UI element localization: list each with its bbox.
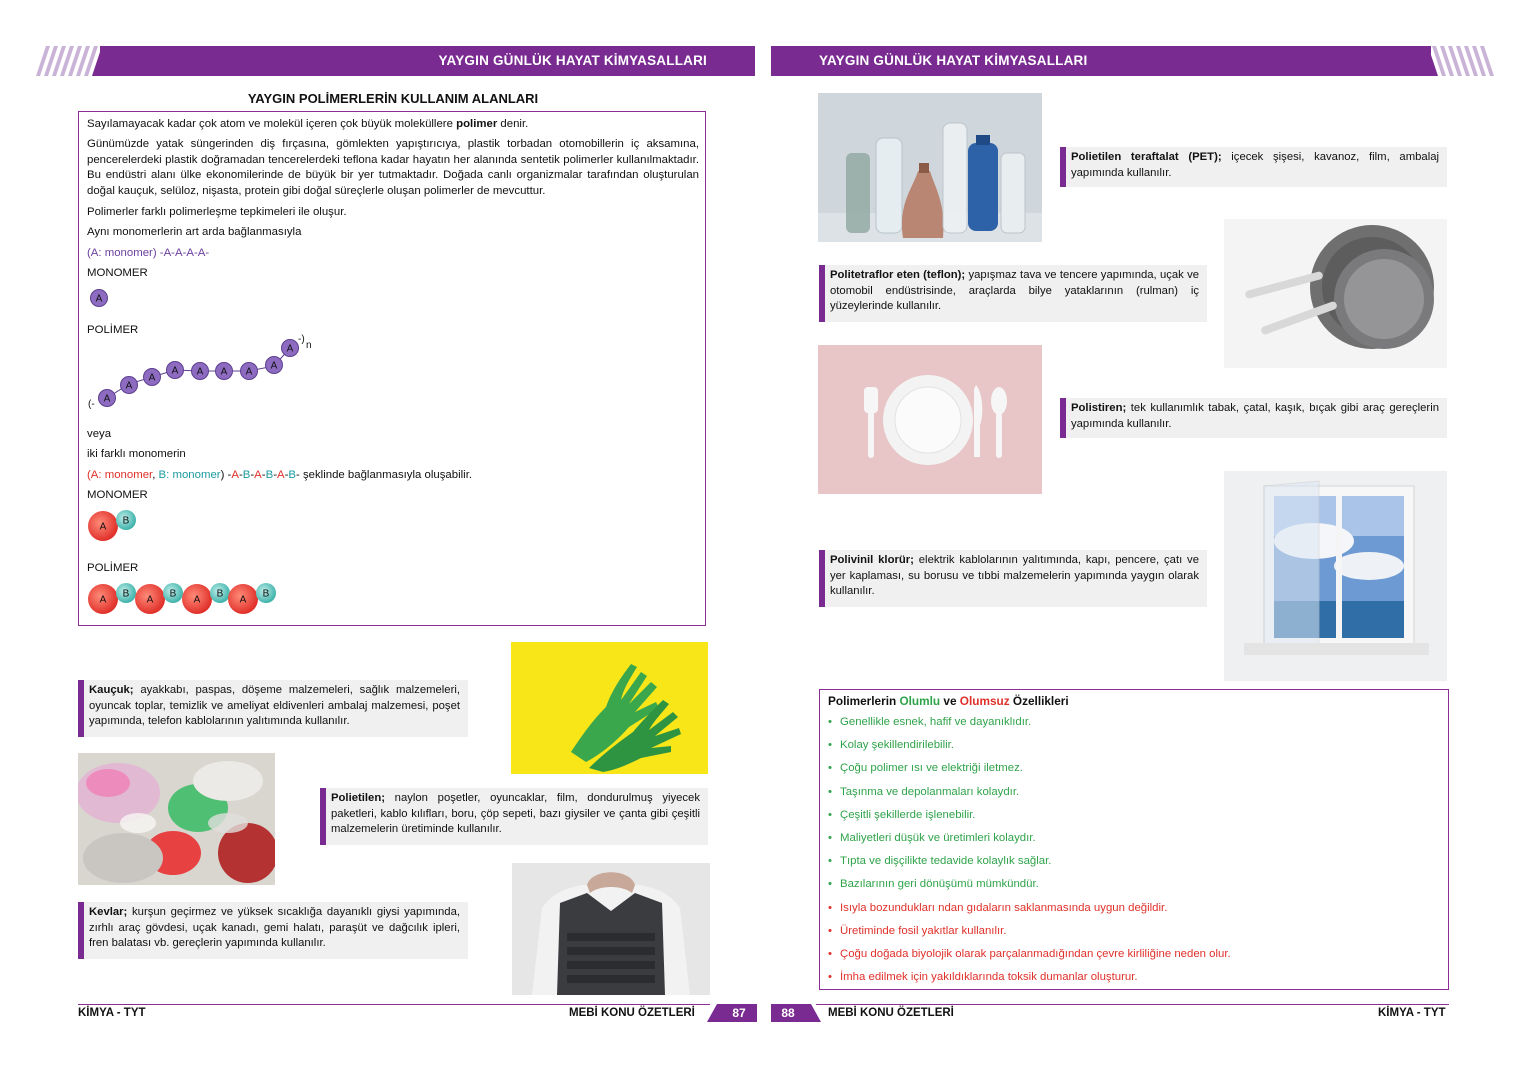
definition-text: Sayılamayacak kadar çok atom ve molekül içeren çok büyük moleküllere (87, 118, 457, 130)
positive-word: Olumlu (899, 694, 941, 708)
svg-text:A: A (245, 366, 253, 378)
svg-text:n: n (306, 340, 312, 351)
veya-text: veya (87, 428, 112, 440)
polymer-definition (87, 117, 528, 133)
svg-text:A: A (103, 393, 111, 405)
left-header-stripes (36, 46, 106, 76)
right-footer-subject: KİMYA - TYT (1378, 1007, 1446, 1019)
pvc-title: Polivinil klorür; (830, 554, 914, 566)
definition-end: denir. (497, 118, 529, 130)
positive-property: • Maliyetleri düşük ve üretimleri kolaydır. (828, 831, 1036, 844)
svg-text:A: A (125, 380, 133, 392)
positive-property: • Çoğu polimer ısı ve elektriği iletmez. (828, 762, 1023, 775)
kevlar-text: kurşun geçirmez ve yüksek sıcaklığa dayanıklı giysi yapımında, zırhlı araç gövdesi, uçak kanadı, gemi halatı, paraşüt ve dağcılık ipleri, fren balatası vb. gereçlerin yapımında kullanılır. (89, 906, 460, 950)
seq-a: A (276, 469, 285, 481)
seq-dash: - (284, 469, 289, 481)
copolymer-chain-diagram (86, 580, 286, 616)
svg-text:(-: (- (88, 399, 95, 410)
svg-text:A: A (220, 366, 228, 378)
monomer-a-label: (A: monomer (87, 469, 153, 481)
right-header-banner (771, 46, 1431, 76)
left-page-number: 87 (732, 1006, 746, 1020)
left-header-title: YAYGIN GÜNLÜK HAYAT KİMYASALLARI (438, 53, 707, 68)
left-footer-subject: KİMYA - TYT (78, 1007, 146, 1019)
negative-property: • İmha edilmek için yakıldıklarında toksik dumanlar oluşturur. (828, 971, 1138, 984)
kaucuk-text: ayakkabı, paspas, döşeme malzemeleri, sağlık malzemeleri, oyuncak toplar, temizlik ve ameliyat eldivenleri ambalaj malzemesi, poşet yapımında, telefon kablolarının yalıtımında kullanılır. (89, 684, 460, 728)
seq-a: A (231, 469, 239, 481)
properties-title-part: ve (940, 694, 960, 708)
svg-text:A: A (286, 343, 294, 355)
monomer-b-label: B: monomer (158, 469, 221, 481)
teflon-callout (819, 265, 1207, 322)
seq-dash: - (273, 469, 277, 481)
green-gloves-photo (511, 642, 708, 774)
right-footer-rule (816, 1004, 1449, 1005)
positive-property: • Çeşitli şekillerde işlenebilir. (828, 808, 976, 821)
kaucuk-title: Kauçuk; (89, 684, 134, 696)
svg-text:B: B (262, 588, 270, 600)
svg-text:B: B (216, 588, 224, 600)
polymer-properties-box (819, 689, 1449, 990)
plastic-bags-photo (78, 753, 275, 885)
plate-cutlery-photo (818, 345, 1042, 494)
two-monomer-sentence: iki farklı monomerin (87, 448, 186, 460)
properties-list (828, 715, 1231, 993)
kevlar-title: Kevlar; (89, 906, 128, 918)
svg-text:B: B (169, 588, 177, 600)
svg-text:B: B (122, 588, 130, 600)
formula-open: ) - (220, 469, 232, 481)
monomer-ab-diagram (86, 507, 146, 543)
homopolymer-chain-diagram (85, 334, 325, 414)
svg-text:A: A (270, 360, 278, 372)
polietilen-title: Polietilen; (331, 792, 385, 804)
seq-dash: - (250, 469, 255, 481)
positive-property: • Taşınma ve depolanmaları kolaydır. (828, 785, 1020, 798)
kevlar-vest-photo (512, 863, 710, 995)
polymer-info-box (78, 111, 706, 626)
seq-b: B (265, 469, 274, 481)
svg-text:A: A (196, 366, 204, 378)
left-header-banner (100, 46, 755, 76)
positive-property: • Genellikle esnek, hafif ve dayanıklıdır. (828, 716, 1032, 728)
polietilen-text: naylon poşetler, oyuncaklar, film, dondurulmuş yiyecek paketleri, kablo kılıfları, boru, çöp sepeti, bazı giysiler ve çanta gibi çeşitli malzemelerin üretiminde kullanılır. (331, 792, 700, 836)
pet-text: içecek şişesi, kavanoz, film, ambalaj yapımında kullanılır. (1071, 151, 1439, 179)
pvc-text: elektrik kablolarının yalıtımında, kapı, pencere, çatı ve yer kaplaması, su borusu ve tıbbi malzemelerin yapımında yaygın olarak kullanılır. (830, 554, 1199, 598)
polimer-label-2: POLİMER (87, 562, 139, 574)
homopolymer-formula: (A: monomer) -A-A-A-A- (87, 247, 210, 259)
positive-property: • Bazılarının geri dönüşümü mümkündür. (828, 878, 1039, 891)
seq-b: B (288, 469, 296, 481)
svg-text:A: A (95, 293, 103, 305)
seq-b: B (242, 469, 251, 481)
plastic-bottles-photo (818, 93, 1042, 242)
section-title: YAYGIN POLİMERLERİN KULLANIM ALANLARI (247, 91, 539, 106)
svg-text:A: A (171, 365, 179, 377)
svg-text:B: B (122, 515, 130, 527)
svg-text:A: A (99, 594, 107, 606)
seq-dash: - (238, 469, 243, 481)
kaucuk-callout (78, 680, 468, 737)
pvc-callout (819, 550, 1207, 607)
right-header-stripes (1424, 46, 1494, 76)
pet-title: Polietilen teraftalat (PET); (1071, 151, 1222, 163)
properties-title-part: Özellikleri (1009, 694, 1069, 708)
monomer-a-diagram (87, 288, 111, 310)
same-monomer-sentence: Aynı monomerlerin art arda bağlanmasıyla (87, 226, 302, 238)
definition-bold: polimer (456, 118, 498, 130)
right-header-title: YAYGIN GÜNLÜK HAYAT KİMYASALLARI (819, 53, 1088, 68)
svg-text:A: A (148, 372, 156, 384)
positive-property: • Tıpta ve dişçilikte tedavide kolaylık sağlar. (828, 855, 1052, 868)
seq-a: A (254, 469, 262, 481)
polietilen-callout (320, 788, 708, 845)
polymer-usage-paragraph: Günümüzde yatak süngerinden diş fırçasına, gömlekten yapıştırıcıya, plastik torbadan otomobillerin iç aksamına, pencerelerdeki plastik doğramadan tencerelerdeki teflona kadar hayatın her alanında sentetik polimerler kullanılmaktadır. Bu endüstri alanı ülke ekonomilerinde de büyük bir yer tutmaktadır. Doğada canlı organizmalar tarafından oluşturulan doğal kauçuk, selüloz, nişasta, protein gibi doğal süreçlerle oluşan polimerler de mevcuttur. (87, 138, 699, 197)
teflon-text: yapışmaz tava ve tencere yapımında, uçak ve otomobil endüstrisinde, araçlarda bilye yataklarının (rulman) iç yüzeylerinde kullanılır. (830, 269, 1199, 313)
polistiren-title: Polistiren; (1071, 402, 1127, 414)
svg-text:-): -) (298, 334, 305, 345)
left-footer-rule (78, 1004, 710, 1005)
properties-title (828, 694, 1069, 708)
svg-text:A: A (193, 594, 201, 606)
window-photo (1224, 471, 1447, 681)
teflon-title: Politetraflor eten (teflon); (830, 269, 966, 281)
svg-text:A: A (99, 521, 107, 533)
polistiren-callout (1060, 398, 1447, 438)
negative-property: • Isıyla bozundukları ndan gıdaların saklanmasında uygun değildir. (828, 901, 1168, 914)
pans-photo (1224, 219, 1447, 368)
polistiren-text: tek kullanımlık tabak, çatal, kaşık, bıçak gibi araç gereçlerin yapımında kullanılır. (1071, 402, 1439, 430)
polymerization-sentence: Polimerler farklı polimerleşme tepkimeleri ile oluşur. (87, 206, 347, 218)
svg-text:A: A (239, 594, 247, 606)
right-footer-series: MEBİ KONU ÖZETLERİ (828, 1007, 954, 1019)
right-page-number: 88 (781, 1006, 795, 1020)
negative-word: Olumsuz (959, 694, 1010, 708)
monomer-label-1: MONOMER (87, 267, 148, 279)
seq-dash: - (261, 469, 266, 481)
left-footer-series: MEBİ KONU ÖZETLERİ (569, 1007, 695, 1019)
negative-property: • Çoğu doğada biyolojik olarak parçalanmadığından çevre kirliliğine neden olur. (828, 947, 1231, 960)
svg-text:A: A (146, 594, 154, 606)
kevlar-callout (78, 902, 468, 959)
seq-dash: - (296, 469, 300, 481)
properties-title-part: Polimerlerin (828, 694, 900, 708)
pet-callout (1060, 147, 1447, 187)
negative-property: • Üretiminde fosil yakıtlar kullanılır. (828, 924, 1007, 937)
comma: , (152, 469, 159, 481)
copolymer-formula (87, 468, 472, 484)
formula-tail: şeklinde bağlanmasıyla oluşabilir. (299, 469, 473, 481)
positive-property: • Kolay şekillendirilebilir. (828, 739, 954, 752)
polimer-label-1: POLİMER (87, 324, 139, 336)
monomer-label-2: MONOMER (87, 489, 148, 501)
